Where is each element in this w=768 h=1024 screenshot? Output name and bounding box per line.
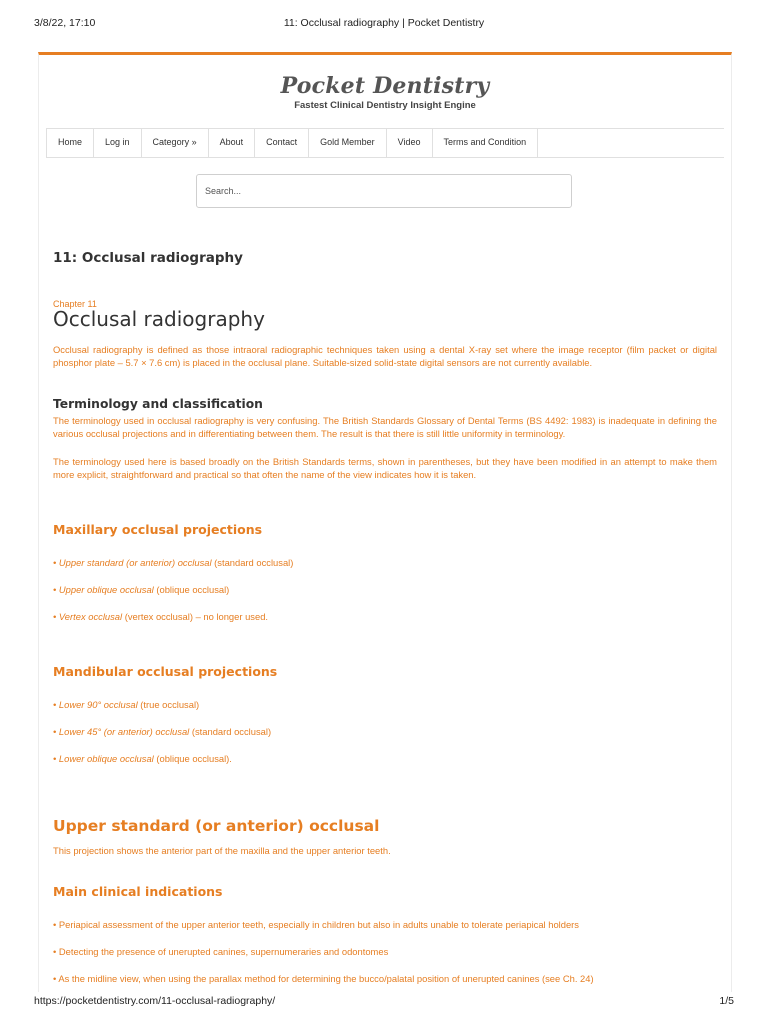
page-frame (38, 52, 732, 992)
list-item: • Periapical assessment of the upper anterior teeth, especially in children but also in adults unable to tolerate periapical holders (53, 919, 579, 930)
list-item-note: (standard occlusal) (189, 726, 272, 737)
terminology-heading: Terminology and classification (53, 397, 263, 411)
site-logo[interactable]: Pocket Dentistry (280, 73, 490, 99)
post-title: 11: Occlusal radiography (53, 250, 243, 266)
nav-login[interactable]: Log in (94, 129, 142, 157)
search-input[interactable] (196, 174, 572, 208)
site-brand (39, 73, 731, 111)
maxillary-heading: Maxillary occlusal projections (53, 522, 263, 537)
indications-heading: Main clinical indications (53, 884, 223, 899)
list-item-term: • Upper standard (or anterior) occlusal (53, 557, 212, 568)
nav-category[interactable]: Category » (142, 129, 209, 157)
main-nav (46, 128, 724, 158)
terminology-paragraph-1: The terminology used in occlusal radiography is very confusing. The British Standards Glossary of Dental Terms (BS 4492: 1983) is inadequate in defining the various occlusal projections and in differentiating between them. The result is that there is still little uniformity in terminology. (53, 415, 717, 440)
list-item-note: (standard occlusal) (211, 557, 294, 568)
print-url: https://pocketdentistry.com/11-occlusal-radiography/ (34, 995, 276, 1007)
list-item (53, 611, 268, 622)
print-header (34, 17, 734, 31)
print-doc-title: 11: Occlusal radiography | Pocket Dentistry (283, 17, 485, 29)
nav-about[interactable]: About (209, 129, 256, 157)
list-item: • As the midline view, when using the parallax method for determining the bucco/palatal position of unerupted canines (see Ch. 24) (53, 973, 594, 984)
list-item-term: • Lower 90° occlusal (53, 699, 138, 710)
mandibular-heading: Mandibular occlusal projections (53, 664, 278, 679)
print-datetime: 3/8/22, 17:10 (34, 17, 96, 29)
nav-contact[interactable]: Contact (255, 129, 309, 157)
print-page-number: 1/5 (719, 995, 734, 1007)
upper-standard-heading: Upper standard (or anterior) occlusal (53, 817, 380, 835)
list-item-term: • Lower oblique occlusal (53, 753, 154, 764)
list-item (53, 726, 271, 737)
terminology-paragraph-2: The terminology used here is based broadly on the British Standards terms, shown in parentheses, but they have been modified in an attempt to make them more explicit, straightforward and practical so that often the name of the view indicates how it is taken. (53, 456, 717, 481)
nav-gold-member[interactable]: Gold Member (309, 129, 387, 157)
print-footer (34, 995, 734, 1009)
list-item-term: • Upper oblique occlusal (53, 584, 154, 595)
chapter-label: Chapter 11 (53, 299, 97, 309)
intro-paragraph: Occlusal radiography is defined as those intraoral radiographic techniques taken using a dental X-ray set where the image receptor (film packet or digital phosphor plate – 5.7 × 7.6 cm) is placed in the occlusal plane. Suitable-sized solid-state digital sensors are not currently available. (53, 344, 717, 369)
list-item-note: (oblique occlusal). (153, 753, 232, 764)
list-item-note: (true occlusal) (137, 699, 200, 710)
upper-standard-text: This projection shows the anterior part of the maxilla and the upper anterior teeth. (53, 845, 391, 856)
list-item-term: • Vertex occlusal (53, 611, 123, 622)
nav-video[interactable]: Video (387, 129, 433, 157)
site-tagline: Fastest Clinical Dentistry Insight Engine (294, 100, 476, 111)
nav-terms[interactable]: Terms and Condition (433, 129, 539, 157)
list-item-term: • Lower 45° (or anterior) occlusal (53, 726, 190, 737)
list-item (53, 557, 293, 568)
list-item-note: (vertex occlusal) – no longer used. (122, 611, 269, 622)
list-item (53, 584, 229, 595)
nav-home[interactable]: Home (46, 129, 94, 157)
list-item (53, 699, 199, 710)
list-item (53, 753, 232, 764)
list-item-note: (oblique occlusal) (153, 584, 230, 595)
chapter-title: Occlusal radiography (53, 307, 265, 331)
list-item: • Detecting the presence of unerupted canines, supernumeraries and odontomes (53, 946, 389, 957)
